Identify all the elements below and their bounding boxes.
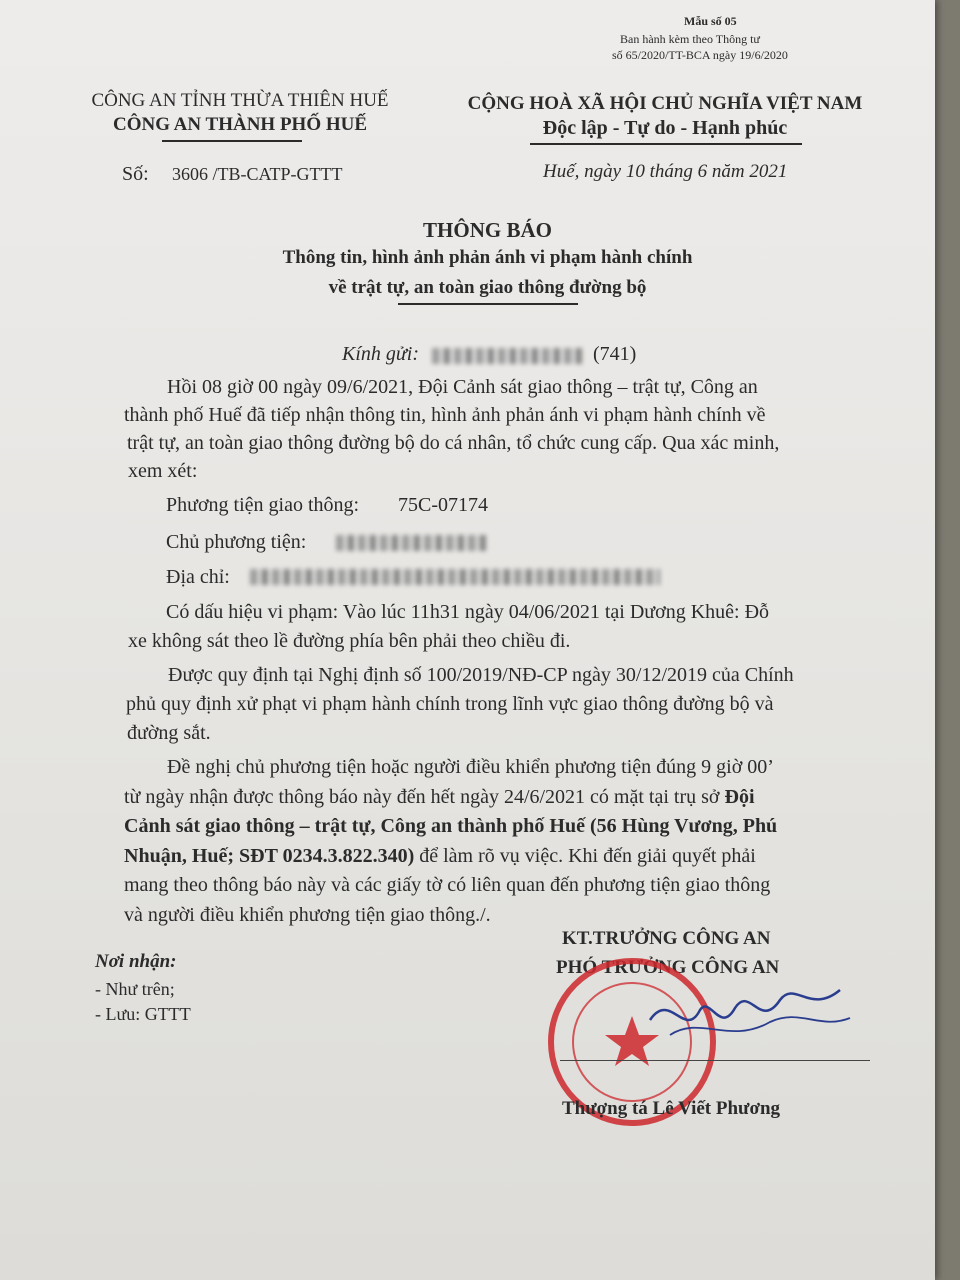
recipient-label: Kính gửi: [342, 343, 420, 365]
para1-line: trật tự, an toàn giao thông đường bộ do cá nhân, tổ chức cung cấp. Qua xác minh, [127, 432, 780, 454]
form-circular: số 65/2020/TT-BCA ngày 19/6/2020 [612, 48, 788, 62]
motto-underline [530, 143, 802, 145]
request-line: từ ngày nhận được thông báo này đến hết ngày 24/6/2021 có mặt tại trụ sở Đội [124, 786, 755, 808]
regulation-line: Được quy định tại Nghị định số 100/2019/NĐ-CP ngày 30/12/2019 của Chính [168, 664, 794, 686]
owner-name-redacted [336, 535, 486, 551]
violation-line: xe không sát theo lề đường phía bên phải theo chiều đi. [128, 630, 571, 652]
handwritten-signature [610, 960, 870, 1080]
agency-name: CÔNG AN THÀNH PHỐ HUẾ [112, 114, 368, 135]
para1-line: thành phố Huế đã tiếp nhận thông tin, hình ảnh phản ánh vi phạm hành chính về [124, 404, 766, 426]
doc-number-label: Số: [122, 163, 149, 185]
violation-line: Có dấu hiệu vi phạm: Vào lúc 11h31 ngày 04/06/2021 tại Dương Khuê: Đỗ [166, 601, 770, 623]
vehicle-label: Phương tiện giao thông: [166, 494, 360, 516]
place-date: Huế, ngày 10 tháng 6 năm 2021 [543, 161, 788, 182]
para1-line: xem xét: [128, 460, 198, 482]
request-line: và người điều khiển phương tiện giao thông./. [124, 904, 491, 926]
form-number: Mẫu số 05 [684, 14, 737, 28]
signature-title-2: PHÓ TRƯỞNG CÔNG AN [556, 957, 780, 978]
address-label: Địa chỉ: [166, 566, 230, 588]
notice-subtitle-2: về trật tự, an toàn giao thông đường bộ [328, 277, 647, 298]
signer-name: Thượng tá Lê Viết Phương [562, 1098, 781, 1119]
title-underline [398, 303, 578, 305]
agency-parent: CÔNG AN TỈNH THỪA THIÊN HUẾ [91, 90, 389, 111]
national-motto: Độc lập - Tự do - Hạnh phúc [542, 117, 788, 139]
doc-number: 3606 /TB-CATP-GTTT [172, 164, 343, 184]
recipient-name-redacted [432, 348, 582, 364]
vehicle-plate: 75C-07174 [398, 494, 488, 516]
regulation-line: phủ quy định xử phạt vi phạm hành chính trong lĩnh vực giao thông đường bộ và [126, 693, 774, 715]
address-redacted [250, 569, 660, 585]
para1-line: Hồi 08 giờ 00 ngày 09/6/2021, Đội Cảnh sát giao thông – trật tự, Công an [167, 376, 758, 398]
signature-title-1: KT.TRƯỞNG CÔNG AN [562, 928, 771, 949]
signature-line [560, 1060, 870, 1061]
request-line: Nhuận, Huế; SĐT 0234.3.822.340) để làm rõ vụ việc. Khi đến giải quyết phải [124, 845, 756, 867]
notice-title: THÔNG BÁO [423, 218, 552, 242]
owner-label: Chủ phương tiện: [166, 531, 307, 553]
regulation-line: đường sắt. [127, 722, 211, 744]
recipient-code: (741) [593, 343, 637, 365]
recipients-item: - Như trên; [95, 979, 175, 999]
notice-subtitle-1: Thông tin, hình ảnh phản ánh vi phạm hành chính [282, 247, 693, 268]
request-line: Đề nghị chủ phương tiện hoặc người điều khiển phương tiện đúng 9 giờ 00’ [167, 756, 774, 778]
agency-underline [162, 140, 302, 142]
form-issued-with: Ban hành kèm theo Thông tư [620, 32, 760, 46]
request-line-bold: Cảnh sát giao thông – trật tự, Công an thành phố Huế (56 Hùng Vương, Phú [124, 815, 778, 837]
national-title: CỘNG HOÀ XÃ HỘI CHỦ NGHĨA VIỆT NAM [467, 93, 863, 114]
request-line: mang theo thông báo này và các giấy tờ có liên quan đến phương tiện giao thông [124, 874, 771, 896]
recipients-title: Nơi nhận: [95, 951, 177, 972]
recipients-item: - Lưu: GTTT [95, 1004, 191, 1024]
